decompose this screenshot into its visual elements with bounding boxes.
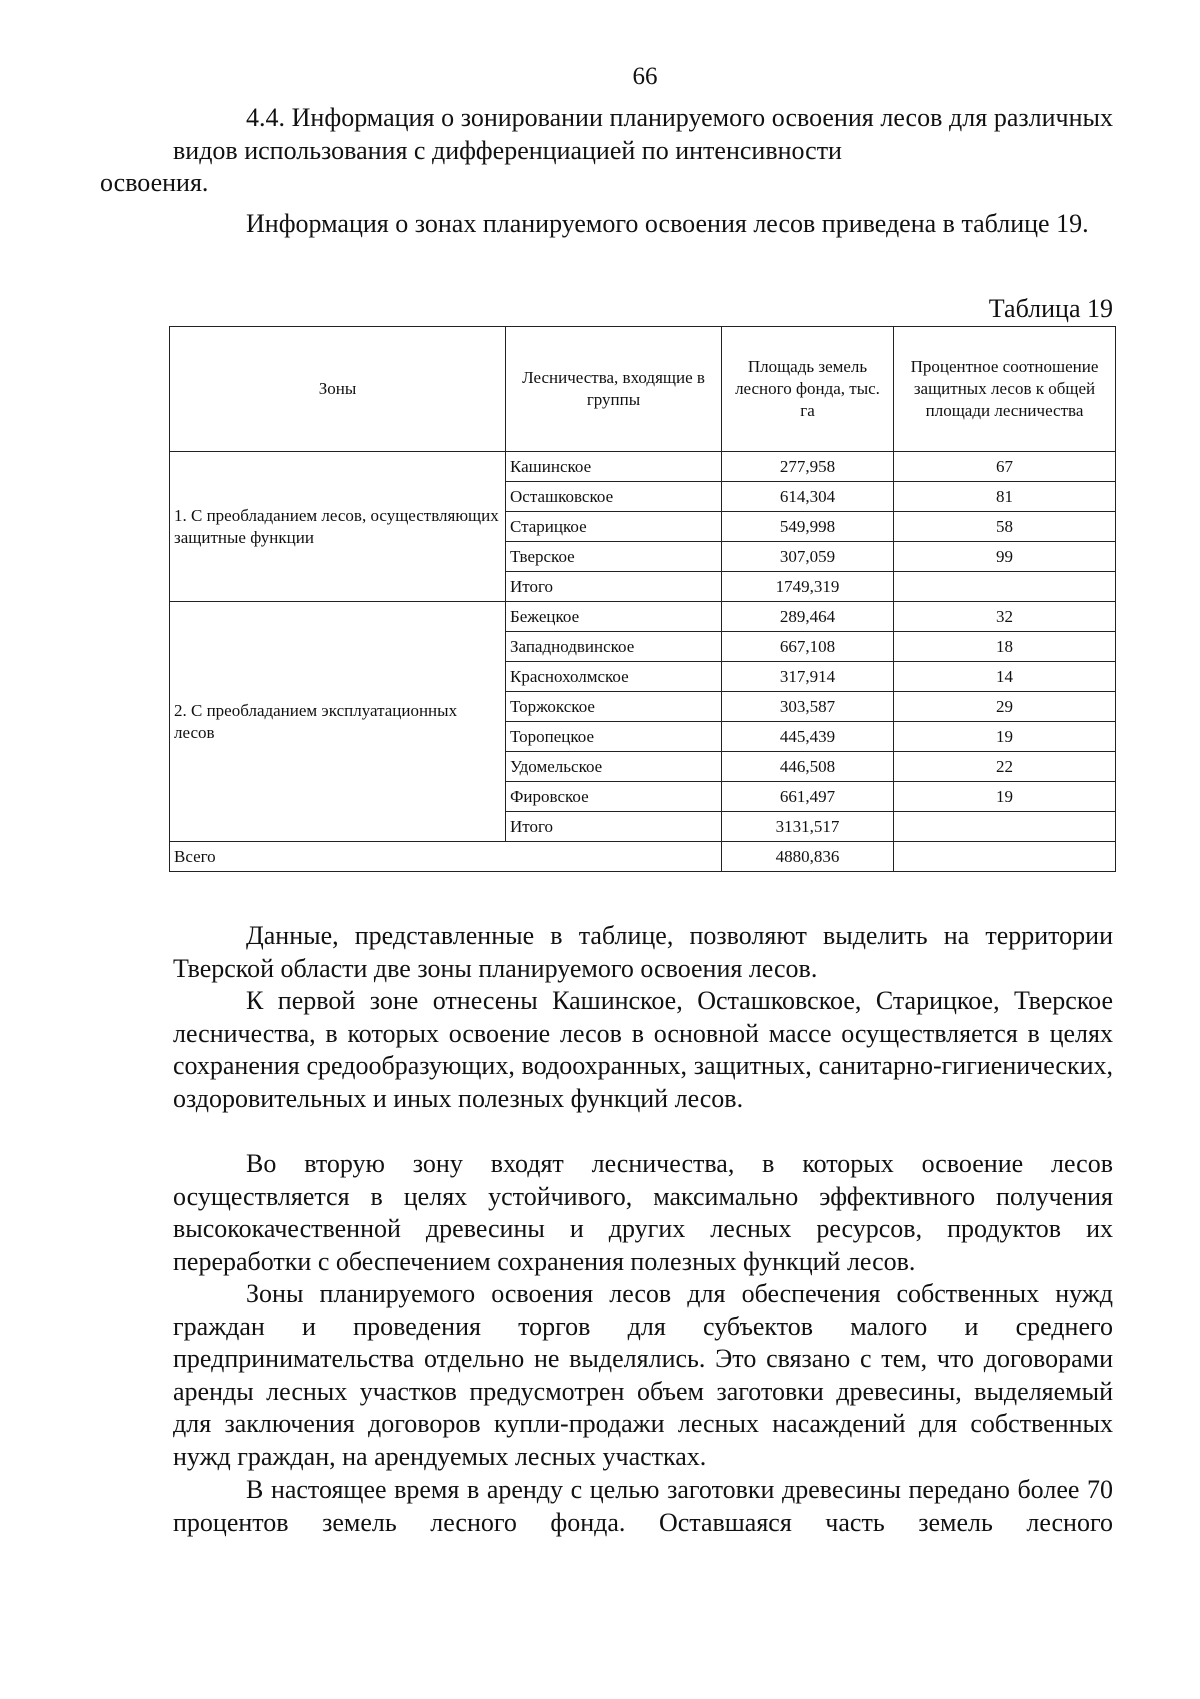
body-paragraph-4: Зоны планируемого освоения лесов для обеспечения собственных нужд граждан и проведения торгов для субъектов малого и среднего предпринимательства отдельно не выделялись. Это связано с тем, что договорами аренды лесных участков предусмотрен объем заготовки древесины, выделяемый для заключения договоров купли-продажи лесных насаждений для собственных нужд граждан, на арендуемых лесных участках. [173, 1279, 1113, 1471]
table-row [170, 452, 1116, 482]
zone-cell-1: 1. С преобладанием лесов, осуществляющих защитные функции [170, 452, 506, 602]
zones-table [169, 326, 1116, 872]
header-zones: Зоны [170, 327, 506, 452]
percent-cell [894, 572, 1116, 602]
area-cell: 277,958 [722, 452, 894, 482]
area-cell: 661,497 [722, 782, 894, 812]
percent-cell: 81 [894, 482, 1116, 512]
total-percent [894, 842, 1116, 872]
percent-cell: 14 [894, 662, 1116, 692]
body-paragraph-1: Данные, представленные в таблице, позволяют выделить на территории Тверской области две зоны планируемого освоения лесов. [173, 921, 1113, 983]
forestry-cell: Тверское [506, 542, 722, 572]
percent-cell: 99 [894, 542, 1116, 572]
area-cell: 667,108 [722, 632, 894, 662]
forestry-cell: Удомельское [506, 752, 722, 782]
body-paragraph-3: Во вторую зону входят лесничества, в которых освоение лесов осуществляется в целях устойчивого, максимально эффективного получения высококачественной древесины и других лесных ресурсов, продуктов их переработки с обеспечением сохранения полезных функций лесов. [173, 1149, 1113, 1276]
forestry-cell: Западнодвинское [506, 632, 722, 662]
table-header-row [170, 327, 1116, 452]
area-cell: 614,304 [722, 482, 894, 512]
area-cell: 317,914 [722, 662, 894, 692]
area-cell: 303,587 [722, 692, 894, 722]
percent-cell: 18 [894, 632, 1116, 662]
area-cell: 445,439 [722, 722, 894, 752]
section-heading [100, 102, 1113, 200]
header-forestries: Лесничества, входящие в группы [506, 327, 722, 452]
percent-cell: 32 [894, 602, 1116, 632]
percent-cell [894, 812, 1116, 842]
table-caption: Таблица 19 [988, 294, 1113, 323]
table-row [170, 602, 1116, 632]
forestry-cell: Кашинское [506, 452, 722, 482]
table-row-total [170, 842, 1116, 872]
percent-cell: 19 [894, 722, 1116, 752]
area-cell: 307,059 [722, 542, 894, 572]
total-area: 4880,836 [722, 842, 894, 872]
forestry-cell: Итого [506, 812, 722, 842]
forestry-cell: Торжокское [506, 692, 722, 722]
percent-cell: 19 [894, 782, 1116, 812]
area-cell: 3131,517 [722, 812, 894, 842]
area-cell: 549,998 [722, 512, 894, 542]
area-cell: 1749,319 [722, 572, 894, 602]
percent-cell: 29 [894, 692, 1116, 722]
percent-cell: 67 [894, 452, 1116, 482]
page-number: 66 [632, 63, 658, 90]
percent-cell: 58 [894, 512, 1116, 542]
body-paragraph-5: В настоящее время в аренду с целью заготовки древесины передано более 70 процентов земель лесного фонда. Оставшаяся часть земель лесного [173, 1475, 1113, 1537]
body-paragraph-2: К первой зоне отнесены Кашинское, Осташковское, Старицкое, Тверское лесничества, в которых освоение лесов в основной массе осуществляется в целях сохранения средообразующих, водоохранных, защитных, санитарно-гигиенических, оздоровительных и иных полезных функций лесов. [173, 986, 1113, 1113]
section-heading-line-1: 4.4. Информация о зонировании планируемого освоения лесов для различных видов использования с дифференциацией по интенсивности [173, 103, 1113, 165]
forestry-cell: Краснохолмское [506, 662, 722, 692]
section-intro: Информация о зонах планируемого освоения лесов приведена в таблице 19. [246, 209, 1089, 238]
area-cell: 446,508 [722, 752, 894, 782]
area-cell: 289,464 [722, 602, 894, 632]
forestry-cell: Торопецкое [506, 722, 722, 752]
forestry-cell: Итого [506, 572, 722, 602]
forestry-cell: Осташковское [506, 482, 722, 512]
zone-cell-2: 2. С преобладанием эксплуатационных лесов [170, 602, 506, 842]
header-area: Площадь земель лесного фонда, тыс. га [722, 327, 894, 452]
forestry-cell: Фировское [506, 782, 722, 812]
header-percent: Процентное соотношение защитных лесов к общей площади лесничества [894, 327, 1116, 452]
section-heading-line-2: освоения. [100, 168, 209, 197]
total-label: Всего [170, 842, 722, 872]
percent-cell: 22 [894, 752, 1116, 782]
forestry-cell: Старицкое [506, 512, 722, 542]
forestry-cell: Бежецкое [506, 602, 722, 632]
